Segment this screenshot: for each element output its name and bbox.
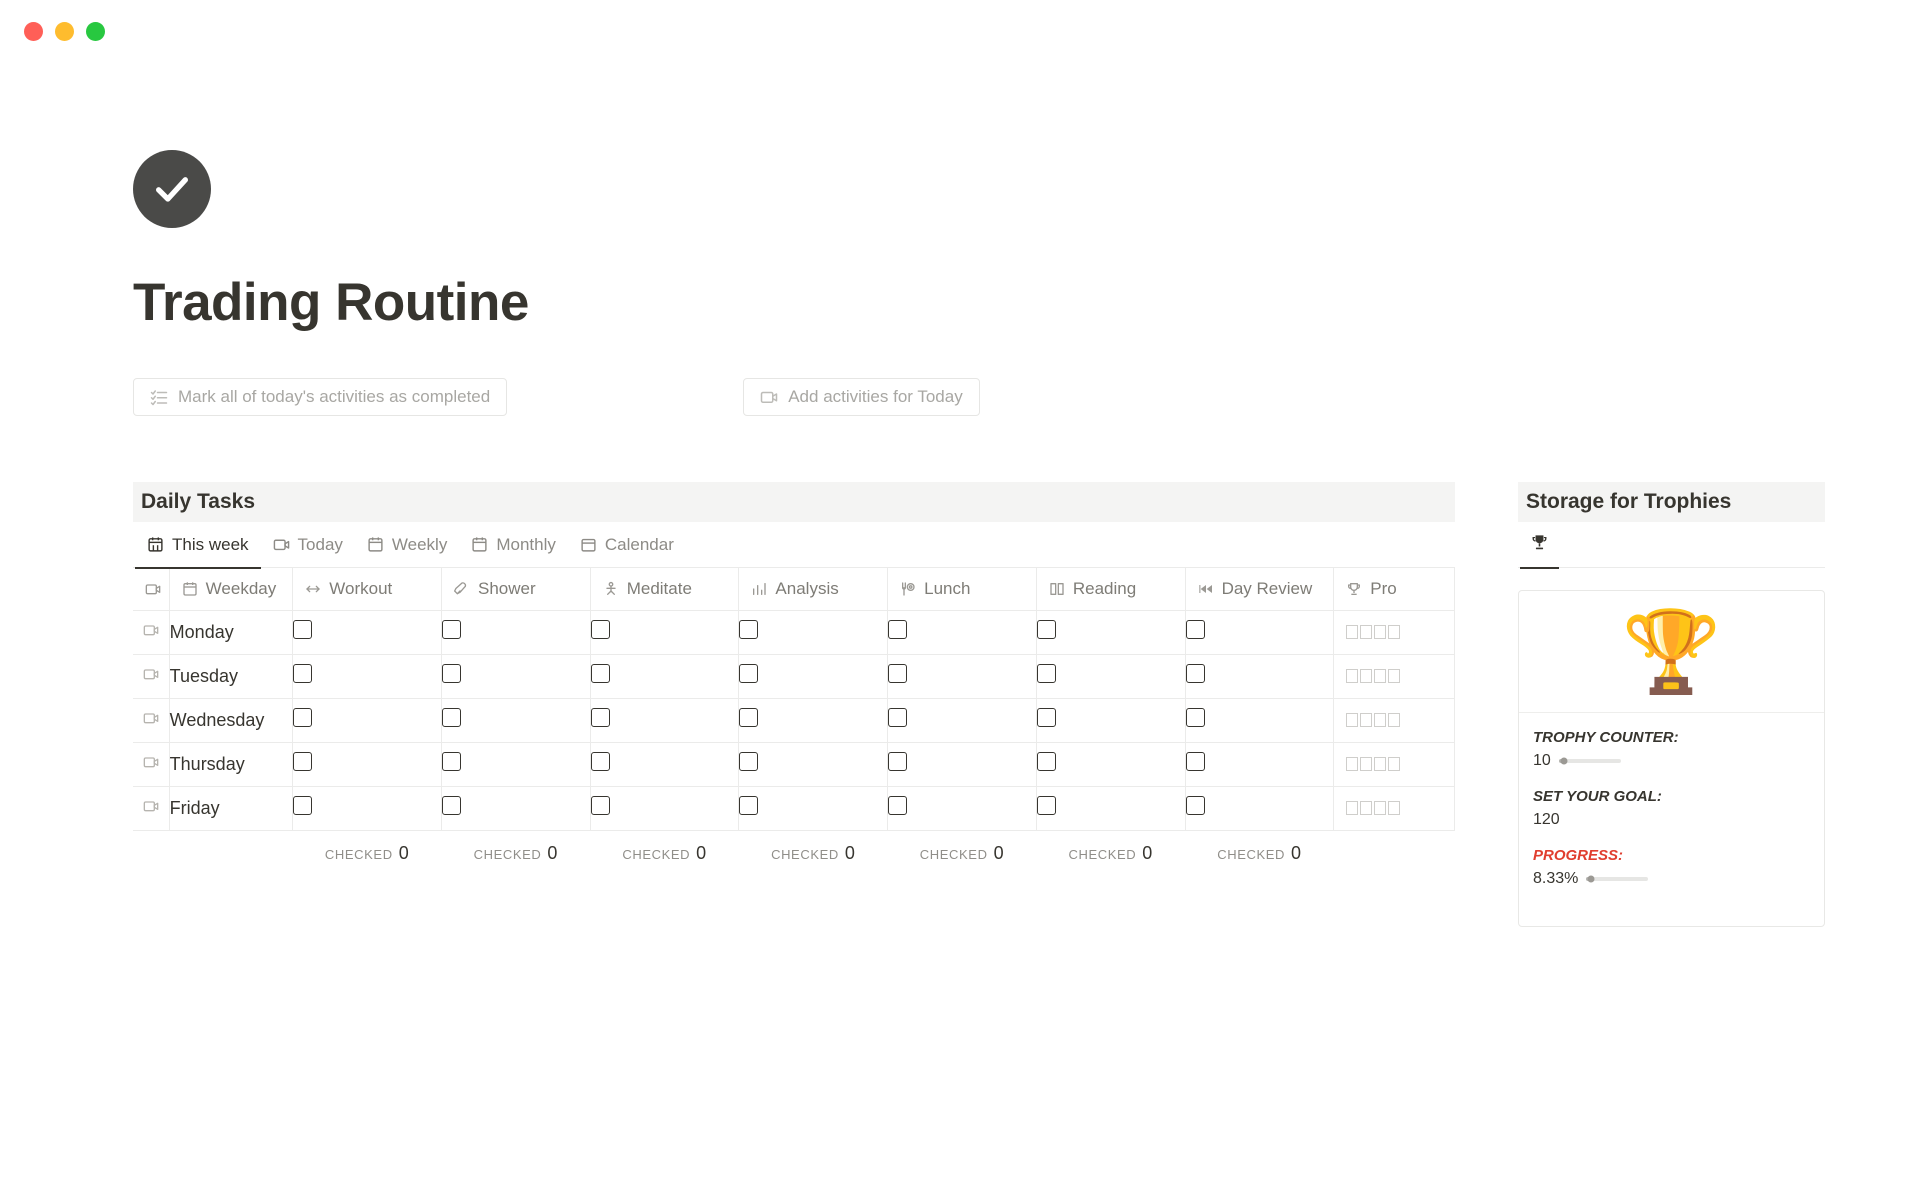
row-camera-cell[interactable] [133,654,169,698]
column-header-lunch[interactable] [888,568,1037,610]
footer-checked-cell[interactable] [1185,830,1334,876]
footer-checked-cell[interactable] [293,830,442,876]
daily-tasks-view-tabs [133,522,1455,568]
footer-checked-value: 0 [1291,843,1302,864]
add-activities-button[interactable] [743,378,980,416]
progress-boxes [1334,713,1454,727]
row-checkbox-cell[interactable] [293,654,442,698]
progress-box [1388,713,1400,727]
column-header-day-review-label: Day Review [1221,579,1313,599]
progress-box [1346,669,1358,683]
task-checkbox[interactable] [1037,752,1056,771]
task-checkbox[interactable] [442,796,461,815]
row-checkbox-cell[interactable] [1185,610,1334,654]
tab-monthly[interactable] [459,522,568,568]
camera-icon [143,666,159,682]
row-weekday-cell[interactable]: Monday [169,610,293,654]
progress-box [1388,625,1400,639]
row-checkbox-cell[interactable] [1036,742,1185,786]
table-body [133,610,1455,876]
calendar-icon [471,536,488,553]
row-checkbox-cell[interactable] [1036,654,1185,698]
progress-box [1374,713,1386,727]
row-checkbox-cell[interactable] [441,786,590,830]
task-checkbox[interactable] [591,796,610,815]
row-checkbox-cell[interactable] [441,698,590,742]
column-header-reading[interactable] [1036,568,1185,610]
row-checkbox-cell[interactable] [441,654,590,698]
trophy-counter-bar [1559,759,1621,763]
footer-checked-label: CHECKED [473,847,542,863]
progress-box [1360,713,1372,727]
progress-box [1346,713,1358,727]
camera-icon [273,536,290,553]
row-checkbox-cell[interactable] [590,698,739,742]
daily-tasks-table [133,568,1455,876]
task-checkbox[interactable] [1037,620,1056,639]
table-footer-row [133,830,1455,876]
progress-box [1360,625,1372,639]
row-checkbox-cell[interactable] [590,786,739,830]
progress-box [1374,669,1386,683]
row-checkbox-cell[interactable] [739,610,888,654]
daily-tasks-section [133,482,1455,876]
column-header-day-review[interactable] [1185,568,1334,610]
row-weekday-cell[interactable]: Tuesday [169,654,293,698]
page-title: Trading Routine [133,273,529,332]
row-checkbox-cell[interactable] [888,742,1037,786]
tab-weekly-label: Weekly [391,534,448,554]
goal-value-row [1533,811,1810,829]
task-checkbox[interactable] [739,664,758,683]
progress-box [1374,625,1386,639]
footer-checked-value: 0 [398,843,410,864]
arrows-icon [305,581,321,597]
rewind-icon [1198,581,1214,597]
progress-value: 8.33% [1533,870,1579,888]
task-checkbox[interactable] [1186,796,1205,815]
row-camera-cell[interactable] [133,786,169,830]
footer-checked-value: 0 [844,843,856,864]
goal-value: 120 [1533,811,1560,829]
progress-box [1360,669,1372,683]
row-checkbox-cell[interactable] [590,654,739,698]
chart-icon [751,581,767,597]
trophy-counter-value: 10 [1533,752,1551,770]
footer-checked-label: CHECKED [771,847,839,863]
camera-icon [143,622,159,638]
row-checkbox-cell[interactable] [441,742,590,786]
footer-checked-label: CHECKED [622,847,691,863]
task-checkbox[interactable] [888,796,907,815]
camera-icon [145,581,161,597]
progress-box [1388,801,1400,815]
row-checkbox-cell[interactable] [590,742,739,786]
row-checkbox-cell[interactable] [293,698,442,742]
task-checkbox[interactable] [442,752,461,771]
row-checkbox-cell[interactable] [1036,698,1185,742]
calendar-icon [182,581,198,597]
table-row [133,654,1455,698]
table-row [133,698,1455,742]
row-progress-cell [1334,654,1455,698]
column-header-weekday[interactable] [169,568,293,610]
task-checkbox[interactable] [591,664,610,683]
column-header-workout-label: Workout [329,579,393,599]
row-progress-cell [1334,610,1455,654]
column-header-shower[interactable] [441,568,590,610]
footer-checked-value: 0 [993,843,1005,864]
row-checkbox-cell[interactable] [888,698,1037,742]
trophies-heading: Storage for Trophies [1518,482,1825,522]
tab-calendar-label: Calendar [604,534,674,554]
column-header-shower-label: Shower [477,579,536,599]
camera-icon [760,388,778,406]
row-progress-cell [1334,786,1455,830]
footer-spacer [169,830,293,876]
progress-value-row [1533,870,1810,888]
main-columns [133,482,1833,927]
row-checkbox-cell[interactable] [739,698,888,742]
camera-icon [143,710,159,726]
task-checkbox[interactable] [739,620,758,639]
column-header-analysis-label: Analysis [775,579,839,599]
mark-all-completed-button[interactable] [133,378,507,416]
progress-box [1374,757,1386,771]
footer-checked-cell[interactable] [1036,830,1185,876]
progress-box [1360,757,1372,771]
row-checkbox-cell[interactable] [1185,786,1334,830]
book-icon [1049,581,1065,597]
footer-checked-value: 0 [696,843,707,864]
progress-box [1346,625,1358,639]
task-checkbox[interactable] [293,708,312,727]
row-checkbox-cell[interactable] [739,786,888,830]
mark-all-completed-label: Mark all of today's activities as completed [178,387,491,407]
row-checkbox-cell[interactable] [293,742,442,786]
page-action-buttons [133,378,1833,416]
task-checkbox[interactable] [888,752,907,771]
row-progress-cell [1334,742,1455,786]
task-checkbox[interactable] [293,796,312,815]
footer-checked-value: 0 [1142,843,1153,864]
progress-boxes [1334,625,1454,639]
row-checkbox-cell[interactable] [739,654,888,698]
progress-box [1374,801,1386,815]
trophy-card-body [1519,713,1824,926]
check-circle-icon [133,150,211,228]
footer-checked-label: CHECKED [919,847,988,863]
footer-checked-cell[interactable] [590,830,739,876]
task-checkbox[interactable] [442,708,461,727]
row-checkbox-cell[interactable] [1036,610,1185,654]
row-checkbox-cell[interactable] [1036,786,1185,830]
progress-box [1388,669,1400,683]
column-header-weekday-label: Weekday [205,579,277,599]
trophy-icon [1346,581,1362,597]
task-checkbox[interactable] [293,752,312,771]
trophy-counter-label: TROPHY COUNTER: [1533,729,1679,747]
rocket-icon [454,581,470,597]
progress-box [1388,757,1400,771]
row-camera-cell[interactable] [133,610,169,654]
row-checkbox-cell[interactable] [1185,654,1334,698]
calendar-outline-icon [580,536,597,553]
row-checkbox-cell[interactable] [293,786,442,830]
progress-box [1346,757,1358,771]
task-checkbox[interactable] [591,708,610,727]
progress-boxes [1334,669,1454,683]
column-header-meditate-label: Meditate [626,579,692,599]
row-checkbox-cell[interactable] [293,610,442,654]
task-checkbox[interactable] [1037,664,1056,683]
table-header-row [133,568,1455,610]
camera-icon [143,754,159,770]
footer-spacer [133,830,169,876]
tab-weekly[interactable] [355,522,459,568]
row-checkbox-cell[interactable] [1185,742,1334,786]
footer-checked-cell[interactable] [441,830,590,876]
task-checkbox[interactable] [1037,708,1056,727]
progress-box [1360,801,1372,815]
footer-checked-label: CHECKED [324,847,393,863]
daily-tasks-heading: Daily Tasks [133,482,1455,522]
row-weekday-cell[interactable]: Friday [169,786,293,830]
trophy-card[interactable] [1518,590,1825,927]
row-checkbox-cell[interactable] [888,654,1037,698]
task-checkbox[interactable] [591,752,610,771]
task-checkbox[interactable] [1186,620,1205,639]
calendar-icon [367,536,384,553]
task-checkbox[interactable] [293,664,312,683]
row-checkbox-cell[interactable] [888,610,1037,654]
task-checkbox[interactable] [739,708,758,727]
task-checkbox[interactable] [739,796,758,815]
footer-checked-label: CHECKED [1068,847,1137,863]
column-header-meditate[interactable] [590,568,739,610]
person-icon [603,581,619,597]
footer-checked-label: CHECKED [1217,847,1285,863]
footer-spacer [1334,830,1455,876]
task-checkbox[interactable] [1186,664,1205,683]
row-camera-cell[interactable] [133,698,169,742]
tab-trophies[interactable] [1520,522,1559,568]
progress-boxes [1334,801,1454,815]
task-checkbox[interactable] [739,752,758,771]
row-progress-cell [1334,698,1455,742]
task-checkbox[interactable] [1186,752,1205,771]
footer-checked-cell[interactable] [888,830,1037,876]
footer-checked-cell[interactable] [739,830,888,876]
column-header-lunch-label: Lunch [924,579,971,599]
row-checkbox-cell[interactable] [888,786,1037,830]
tab-this-week-label: This week [172,534,249,554]
trophy-image: 🏆 [1519,591,1824,713]
row-weekday-cell[interactable]: Wednesday [169,698,293,742]
row-checkbox-cell[interactable] [1185,698,1334,742]
trophy-counter-value-row [1533,752,1810,770]
checklist-icon [150,388,168,406]
task-checkbox[interactable] [888,708,907,727]
column-header-progress-label: Pro [1370,579,1397,599]
trophy-icon [1530,533,1549,557]
column-header-workout[interactable] [293,568,442,610]
row-camera-cell[interactable] [133,742,169,786]
task-checkbox[interactable] [888,620,907,639]
tab-this-week[interactable] [135,522,261,568]
tab-today[interactable] [261,522,355,568]
row-weekday-cell[interactable]: Thursday [169,742,293,786]
trophies-section [1518,482,1825,927]
task-checkbox[interactable] [442,620,461,639]
column-header-progress[interactable] [1334,568,1455,610]
camera-icon [143,798,159,814]
tab-today-label: Today [297,534,343,554]
task-checkbox[interactable] [888,664,907,683]
table-row [133,610,1455,654]
task-checkbox[interactable] [293,620,312,639]
progress-box [1346,801,1358,815]
progress-label: PROGRESS: [1533,847,1624,865]
row-checkbox-cell[interactable] [590,610,739,654]
column-header-icon[interactable] [133,568,169,610]
row-checkbox-cell[interactable] [441,610,590,654]
goal-label: SET YOUR GOAL: [1533,788,1662,806]
footer-checked-value: 0 [547,843,559,864]
tab-monthly-label: Monthly [496,534,556,554]
row-checkbox-cell[interactable] [739,742,888,786]
table-row [133,742,1455,786]
task-checkbox[interactable] [1037,796,1056,815]
trophies-view-tabs [1518,522,1825,568]
progress-bar [1586,877,1648,881]
task-checkbox[interactable] [442,664,461,683]
add-activities-label: Add activities for Today [788,387,963,407]
task-checkbox[interactable] [591,620,610,639]
cutlery-icon [900,581,916,597]
column-header-reading-label: Reading [1072,579,1137,599]
column-header-analysis[interactable] [739,568,888,610]
calendar-week-icon [147,536,164,553]
progress-boxes [1334,757,1454,771]
tab-calendar[interactable] [568,522,686,568]
task-checkbox[interactable] [1186,708,1205,727]
table-row [133,786,1455,830]
